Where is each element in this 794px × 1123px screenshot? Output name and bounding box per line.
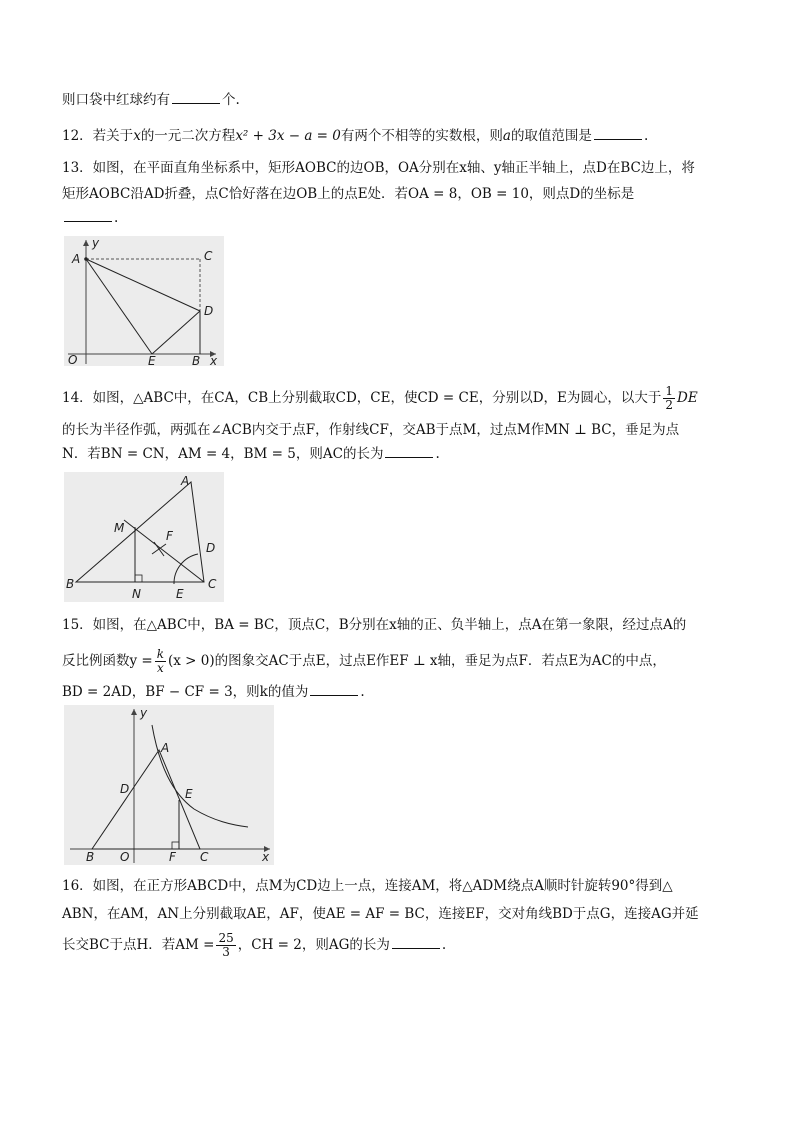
q13-line3 [62,208,118,228]
q15-label-B: B [86,850,95,864]
q13-y-arrow [83,240,89,246]
q13-edge-AD [86,259,200,311]
q16-line3 [62,932,446,959]
q14-fraction [663,385,675,412]
q15-label-F: F [169,850,176,864]
q12-text-after: 的取值范围是 [510,128,592,144]
q13-label-E: E [148,354,156,366]
q13-figure-svg [64,236,224,366]
q15-line1: 15．如图，在△ABC中，BA = BC，顶点C，B分别在x轴的正、负半轴上，点A在第一象限，经过点A的 [62,617,687,633]
q14-label-A: A [181,474,190,488]
q16-frac-num: 25 [218,931,234,945]
q13-point-A [84,257,88,261]
q15-label-D: D [120,782,130,796]
q16-end: . [441,937,447,953]
q13-label-O: O [68,353,78,366]
q14-line1 [62,385,698,412]
q13-line1: 13．如图，在平面直角坐标系中，矩形AOBC的边OB，OA分别在x轴、y轴正半轴上，点D在BC边上，将 [62,160,695,176]
q15-figure [64,705,274,865]
q12-a-var: a [502,128,511,144]
q14-right-angle [135,575,142,582]
q12-text: 12．若关于 [62,128,134,144]
q14-answer-blank[interactable] [385,444,433,458]
q13-label-D: D [204,304,214,318]
q15-label-y: y [140,706,148,720]
q13-label-x: x [210,354,218,366]
q14-label-E: E [176,587,184,601]
q12-answer-blank[interactable] [594,126,642,140]
q15-line2-after: (x > 0)的图象交AC于点E，过点E作EF ⊥ x轴，垂足为点F．若点E为AC的中点， [168,653,666,669]
q14-line3-text: N．若BN = CN，AM = 4，BM = 5，则AC的长为 [62,446,384,462]
q15-end: . [360,684,365,700]
q16-fraction [216,932,235,959]
q12-text-mid2: 有两个不相等的实数根，则 [340,128,503,144]
q12-equation: x² + 3x − a = 0 [235,128,341,144]
q14-line1-after: DE [677,390,698,406]
q14-label-B: B [66,577,75,591]
q11-text: 则口袋中红球约有 [62,92,170,108]
q15-label-x: x [262,850,270,864]
q15-y-arrow [131,709,137,715]
q14-frac-den: 2 [665,398,674,412]
q12-end: . [643,128,649,144]
q11-line [62,90,240,110]
q11-text-after: 个. [222,92,240,108]
q15-figure-svg [64,705,274,865]
q13-label-y: y [92,236,100,250]
q16-line3-after: ，CH = 2，则AG的长为 [237,937,390,953]
q14-figure [64,472,224,602]
q14-line1-text: 14．如图，△ABC中，在CA，CB上分别截取CD，CE，使CD = CE，分别以D，E为圆心，以大于 [62,390,662,406]
q13-answer-blank[interactable] [64,208,112,222]
q13-label-B: B [192,354,201,366]
q14-label-F: F [166,529,173,543]
q14-line2: 的长为半径作弧，两弧在∠ACB内交于点F，作射线CF，交AB于点M，过点M作MN ⊥ BC，垂足为点 [62,422,680,438]
q15-line3-text: BD = 2AD，BF − CF = 3，则k的值为 [62,684,309,700]
q13-label-A: A [72,252,81,266]
q12-line [62,126,648,146]
q14-arc-mark-2 [152,544,166,554]
q13-edge-AE [86,259,152,354]
q13-label-C: C [204,249,213,263]
q16-line2: ABN，在AM，AN上分别截取AE，AF，使AE = AF = BC，连接EF，交对角线BD于点G，连接AG并延 [62,906,699,922]
q14-label-N: N [132,587,141,601]
q16-answer-blank[interactable] [392,935,440,949]
q15-answer-blank[interactable] [310,682,358,696]
q12-x-var: x [133,128,141,144]
q14-frac-num: 1 [665,384,674,398]
q15-fraction [155,648,166,675]
q13-end: . [114,210,119,226]
q15-label-C: C [200,850,209,864]
q12-text-mid: 的一元二次方程 [140,128,236,144]
q16-line3-text: 长交BC于点H．若AM = [62,937,215,953]
q14-end: . [435,446,440,462]
q16-frac-den: 3 [222,945,230,959]
q14-figure-svg [64,472,224,602]
q14-arc-DE [174,554,198,584]
q15-line3 [62,682,365,702]
q11-answer-blank[interactable] [172,90,220,104]
q15-right-angle [172,842,179,849]
q15-label-A: A [161,741,170,755]
q16-line1: 16．如图，在正方形ABCD中，点M为CD边上一点，连接AM，将△ADM绕点A顺时针旋转90°得到△ [62,878,673,894]
q14-label-D: D [206,541,216,555]
q14-ray-CF [124,520,204,582]
q14-line3 [62,444,440,464]
q15-line2-text: 反比例函数y = [62,653,153,669]
q13-line2: 矩形AOBC沿AD折叠，点C恰好落在边OB上的点E处．若OA = 8，OB = 10，则点D的坐标是 [62,186,635,202]
q15-line2 [62,648,666,675]
q13-figure [64,236,224,366]
q15-frac-num: k [156,647,165,661]
q14-label-C: C [208,577,217,591]
q14-label-M: M [114,521,125,535]
q15-label-E: E [185,787,193,801]
q15-frac-den: x [156,661,164,675]
q13-edge-ED [152,311,200,354]
q15-label-O: O [120,850,130,864]
